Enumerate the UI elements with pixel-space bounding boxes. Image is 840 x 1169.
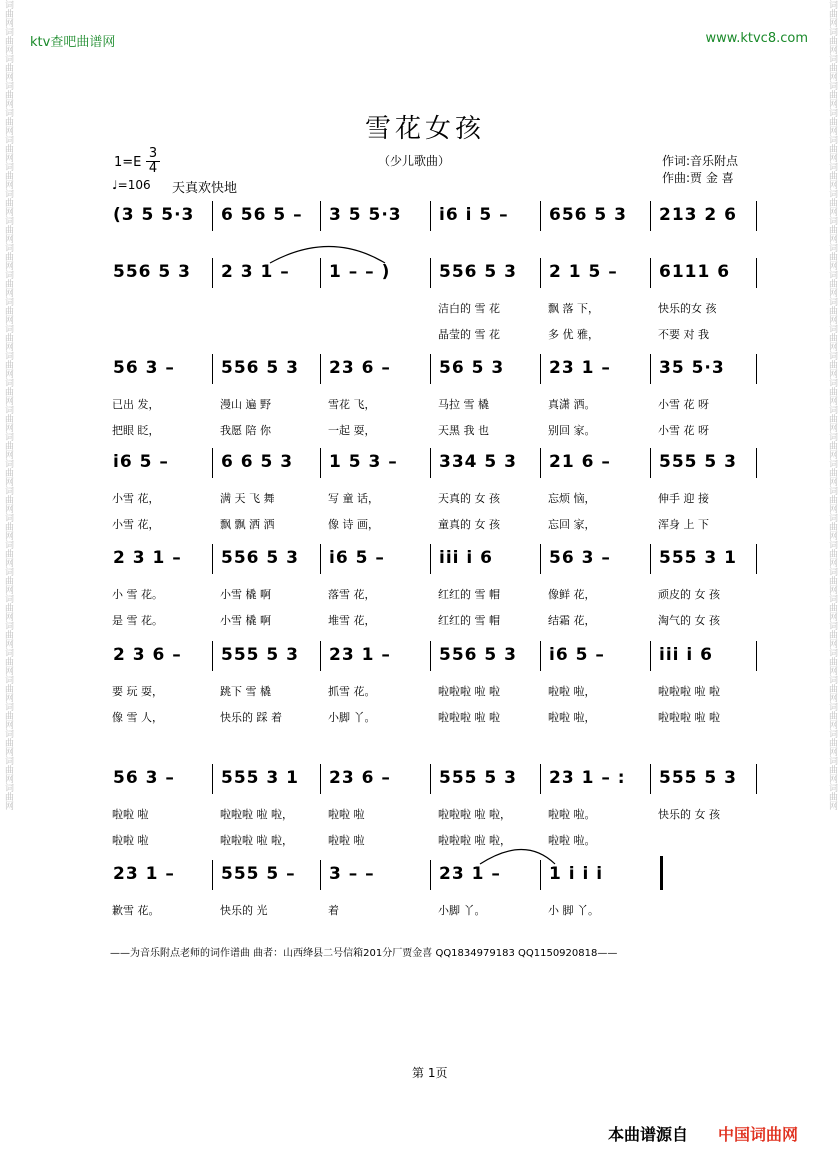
lyric-verse-1: 啦啦 啦 xyxy=(112,808,149,821)
lyric-verse-1: 马拉 雪 橇 xyxy=(438,398,489,411)
measure-notes: 556 5 3 xyxy=(221,548,299,568)
lyric-verse-2: 是 雪 花。 xyxy=(112,614,163,627)
lyric-verse-1: 抓雪 花。 xyxy=(328,685,376,698)
lyric-verse-1: 啦啦啦 啦 啦 xyxy=(438,685,500,698)
lyric-verse-1: 啦啦啦 啦 啦， xyxy=(220,808,293,821)
lyric-verse-2: 飘 飘 洒 洒 xyxy=(220,518,275,531)
measure-notes: 56 3 – xyxy=(549,548,611,568)
lyric-verse-1: 忘烦 恼， xyxy=(548,492,596,505)
measure-notes: i6 i 5 – xyxy=(439,205,509,225)
measure-notes: 555 5 3 xyxy=(221,645,299,665)
lyric-verse-1: 小脚 丫。 xyxy=(438,904,486,917)
lyric-verse-1: 小雪 橇 啊 xyxy=(220,588,271,601)
measure-notes: 555 5 3 xyxy=(659,452,737,472)
lyric-verse-1: 红红的 雪 帽 xyxy=(438,588,500,601)
lyric-verse-1: 真潇 洒。 xyxy=(548,398,596,411)
lyric-verse-1: 歉雪 花。 xyxy=(112,904,160,917)
lyric-verse-1: 小雪 花 呀 xyxy=(658,398,709,411)
lyric-verse-2: 浑身 上 下 xyxy=(658,518,709,531)
measure-notes: 56 3 – xyxy=(113,358,175,378)
lyric-verse-2: 红红的 雪 帽 xyxy=(438,614,500,627)
lyric-verse-2: 啦啦 啦 xyxy=(112,834,149,847)
lyric-verse-2: 晶莹的 雪 花 xyxy=(438,328,500,341)
lyric-verse-2: 一起 耍， xyxy=(328,424,376,437)
lyric-verse-1: 顽皮的 女 孩 xyxy=(658,588,720,601)
measure-notes: 23 1 – xyxy=(549,358,611,378)
source-label: 本曲谱源自 xyxy=(608,1125,689,1144)
lyricist: 作词:音乐附点 xyxy=(662,154,739,168)
measure-notes: 555 5 – xyxy=(221,864,296,884)
lyric-verse-1: 啦啦啦 啦 啦， xyxy=(438,808,511,821)
side-watermark-left: 词曲网词曲网词曲网词曲网词曲网词曲网词曲网词曲网词曲网词曲网词曲网词曲网词曲网词曲网词曲网词曲网词曲网词曲网词曲网词曲网词曲网词曲网词曲网词曲网词曲网词曲网词曲网词曲网词曲网词曲网 xyxy=(3,0,13,810)
lyric-verse-1: 写 童 话， xyxy=(328,492,379,505)
measure-notes: i6 5 – xyxy=(329,548,385,568)
measure-notes: 6 6 5 3 xyxy=(221,452,294,472)
measure-notes: 23 1 – : xyxy=(549,768,626,788)
measure-notes: 556 5 3 xyxy=(439,645,517,665)
side-watermark-right: 词曲网词曲网词曲网词曲网词曲网词曲网词曲网词曲网词曲网词曲网词曲网词曲网词曲网词曲网词曲网词曲网词曲网词曲网词曲网词曲网词曲网词曲网词曲网词曲网词曲网词曲网词曲网词曲网词曲网词曲网 xyxy=(827,0,837,810)
measure-notes: 23 6 – xyxy=(329,358,391,378)
lyric-verse-2: 啦啦啦 啦 啦 xyxy=(438,711,500,724)
measure-notes: (3 5 5·3 xyxy=(113,205,195,225)
lyric-verse-1: 快乐的 女 孩 xyxy=(658,808,720,821)
lyric-verse-2: 小脚 丫。 xyxy=(328,711,376,724)
mood-marking: 天真欢快地 xyxy=(172,181,238,196)
lyric-verse-2: 啦啦 啦 xyxy=(328,834,365,847)
measure-notes: 23 1 – xyxy=(113,864,175,884)
lyric-verse-2: 淘气的 女 孩 xyxy=(658,614,720,627)
measure-notes: 555 5 3 xyxy=(659,768,737,788)
measure-notes: 334 5 3 xyxy=(439,452,517,472)
lyric-verse-2: 结霜 花， xyxy=(548,614,596,627)
key-signature: 1=E xyxy=(114,155,142,170)
lyric-verse-1: 小 脚 丫。 xyxy=(548,904,599,917)
page-number: 第 1页 xyxy=(412,1066,448,1080)
lyric-verse-1: 伸手 迎 接 xyxy=(658,492,709,505)
lyric-verse-1: 漫山 遍 野 xyxy=(220,398,271,411)
header-site-url: www.ktvc8.com xyxy=(705,31,808,46)
lyric-verse-2: 天黑 我 也 xyxy=(438,424,489,437)
lyric-verse-2: 啦啦 啦， xyxy=(548,711,596,724)
measure-notes: 21 6 – xyxy=(549,452,611,472)
measure-notes: 556 5 3 xyxy=(113,262,191,282)
measure-notes: 23 6 – xyxy=(329,768,391,788)
lyric-verse-1: 啦啦 啦。 xyxy=(548,808,596,821)
lyric-verse-1: 啦啦 啦， xyxy=(548,685,596,698)
measure-notes: iii i 6 xyxy=(659,645,713,665)
measure-notes: 2 3 6 – xyxy=(113,645,182,665)
tie-slur xyxy=(480,850,555,865)
measure-notes: 556 5 3 xyxy=(439,262,517,282)
lyric-verse-2: 啦啦 啦。 xyxy=(548,834,596,847)
measure-notes: 3 – – xyxy=(329,864,375,884)
tempo-value: =106 xyxy=(117,178,151,192)
time-denominator: 4 xyxy=(146,161,160,176)
measure-notes: 556 5 3 xyxy=(221,358,299,378)
measure-notes: 2 1 5 – xyxy=(549,262,618,282)
measure-notes: 3 5 5·3 xyxy=(329,205,402,225)
lyric-verse-1: 飘 落 下， xyxy=(548,302,599,315)
lyric-verse-2: 像 雪 人， xyxy=(112,711,163,724)
lyric-verse-1: 落雪 花， xyxy=(328,588,376,601)
lyric-verse-1: 小雪 花， xyxy=(112,492,160,505)
lyric-verse-2: 小雪 花， xyxy=(112,518,160,531)
measure-notes: 1 5 3 – xyxy=(329,452,398,472)
measure-notes: 56 5 3 xyxy=(439,358,505,378)
lyric-verse-1: 快乐的女 孩 xyxy=(658,302,717,315)
measure-notes: 656 5 3 xyxy=(549,205,627,225)
lyric-verse-2: 小雪 花 呀 xyxy=(658,424,709,437)
measure-notes: i6 5 – xyxy=(113,452,169,472)
measure-notes: 1 i i i xyxy=(549,864,604,884)
lyric-verse-2: 多 优 雅， xyxy=(548,328,599,341)
lyric-verse-1: 啦啦啦 啦 啦 xyxy=(658,685,720,698)
song-title: 雪花女孩 xyxy=(365,114,486,144)
measure-notes: 23 1 – xyxy=(329,645,391,665)
lyric-verse-1: 跳下 雪 橇 xyxy=(220,685,271,698)
lyric-verse-2: 啦啦啦 啦 啦 xyxy=(658,711,720,724)
lyric-verse-2: 啦啦啦 啦 啦， xyxy=(220,834,293,847)
lyric-verse-2: 像 诗 画， xyxy=(328,518,379,531)
lyric-verse-2: 啦啦啦 啦 啦， xyxy=(438,834,511,847)
measure-notes: 213 2 6 xyxy=(659,205,737,225)
dedication-line: ——为音乐附点老师的词作谱曲 曲者：山西绛县二号信箱201分厂贾金喜 QQ1834979183 QQ1150920818—— xyxy=(110,948,618,959)
lyric-verse-1: 已出 发， xyxy=(112,398,160,411)
measure-notes: i6 5 – xyxy=(549,645,605,665)
time-numerator: 3 xyxy=(148,146,158,161)
measure-notes: 555 3 1 xyxy=(659,548,737,568)
lyric-verse-1: 小 雪 花。 xyxy=(112,588,163,601)
lyric-verse-1: 着 xyxy=(328,904,339,917)
lyric-verse-2: 童真的 女 孩 xyxy=(438,518,500,531)
lyric-verse-2: 别回 家。 xyxy=(548,424,596,437)
lyric-verse-2: 不要 对 我 xyxy=(658,328,709,341)
lyric-verse-1: 要 玩 耍， xyxy=(112,685,163,698)
song-subtitle: （少儿歌曲） xyxy=(378,154,451,168)
lyric-verse-2: 把眼 眨， xyxy=(112,424,160,437)
lyric-verse-2: 快乐的 踩 着 xyxy=(220,711,282,724)
lyric-verse-1: 天真的 女 孩 xyxy=(438,492,500,505)
measure-notes: 555 5 3 xyxy=(439,768,517,788)
lyric-verse-1: 满 天 飞 舞 xyxy=(220,492,275,505)
lyric-verse-1: 像鲜 花， xyxy=(548,588,596,601)
measure-notes: 2 3 1 – xyxy=(221,262,290,282)
measure-notes: 6 56 5 – xyxy=(221,205,303,225)
measure-notes: 23 1 – xyxy=(439,864,501,884)
measure-notes: 6111 6 xyxy=(659,262,731,282)
header-site-name: ktv查吧曲谱网 xyxy=(30,35,116,50)
quarter-note-icon: ♩ xyxy=(112,178,118,192)
measure-notes: 1 – – ) xyxy=(329,262,391,282)
lyric-verse-2: 忘回 家， xyxy=(548,518,596,531)
measure-notes: 56 3 – xyxy=(113,768,175,788)
measure-notes: iii i 6 xyxy=(439,548,493,568)
lyric-verse-2: 我愿 陪 你 xyxy=(220,424,271,437)
lyric-verse-1: 洁白的 雪 花 xyxy=(438,302,500,315)
composer: 作曲:贾 金 喜 xyxy=(662,171,734,185)
lyric-verse-1: 啦啦 啦 xyxy=(328,808,365,821)
measure-notes: 35 5·3 xyxy=(659,358,725,378)
lyric-verse-2: 小雪 橇 啊 xyxy=(220,614,271,627)
measure-notes: 555 3 1 xyxy=(221,768,299,788)
source-site-name: 中国词曲网 xyxy=(718,1125,799,1144)
lyric-verse-1: 雪花 飞， xyxy=(328,398,376,411)
measure-notes: 2 3 1 – xyxy=(113,548,182,568)
lyric-verse-1: 快乐的 光 xyxy=(220,904,268,917)
lyric-verse-2: 堆雪 花， xyxy=(328,614,376,627)
tie-slur xyxy=(270,247,385,264)
